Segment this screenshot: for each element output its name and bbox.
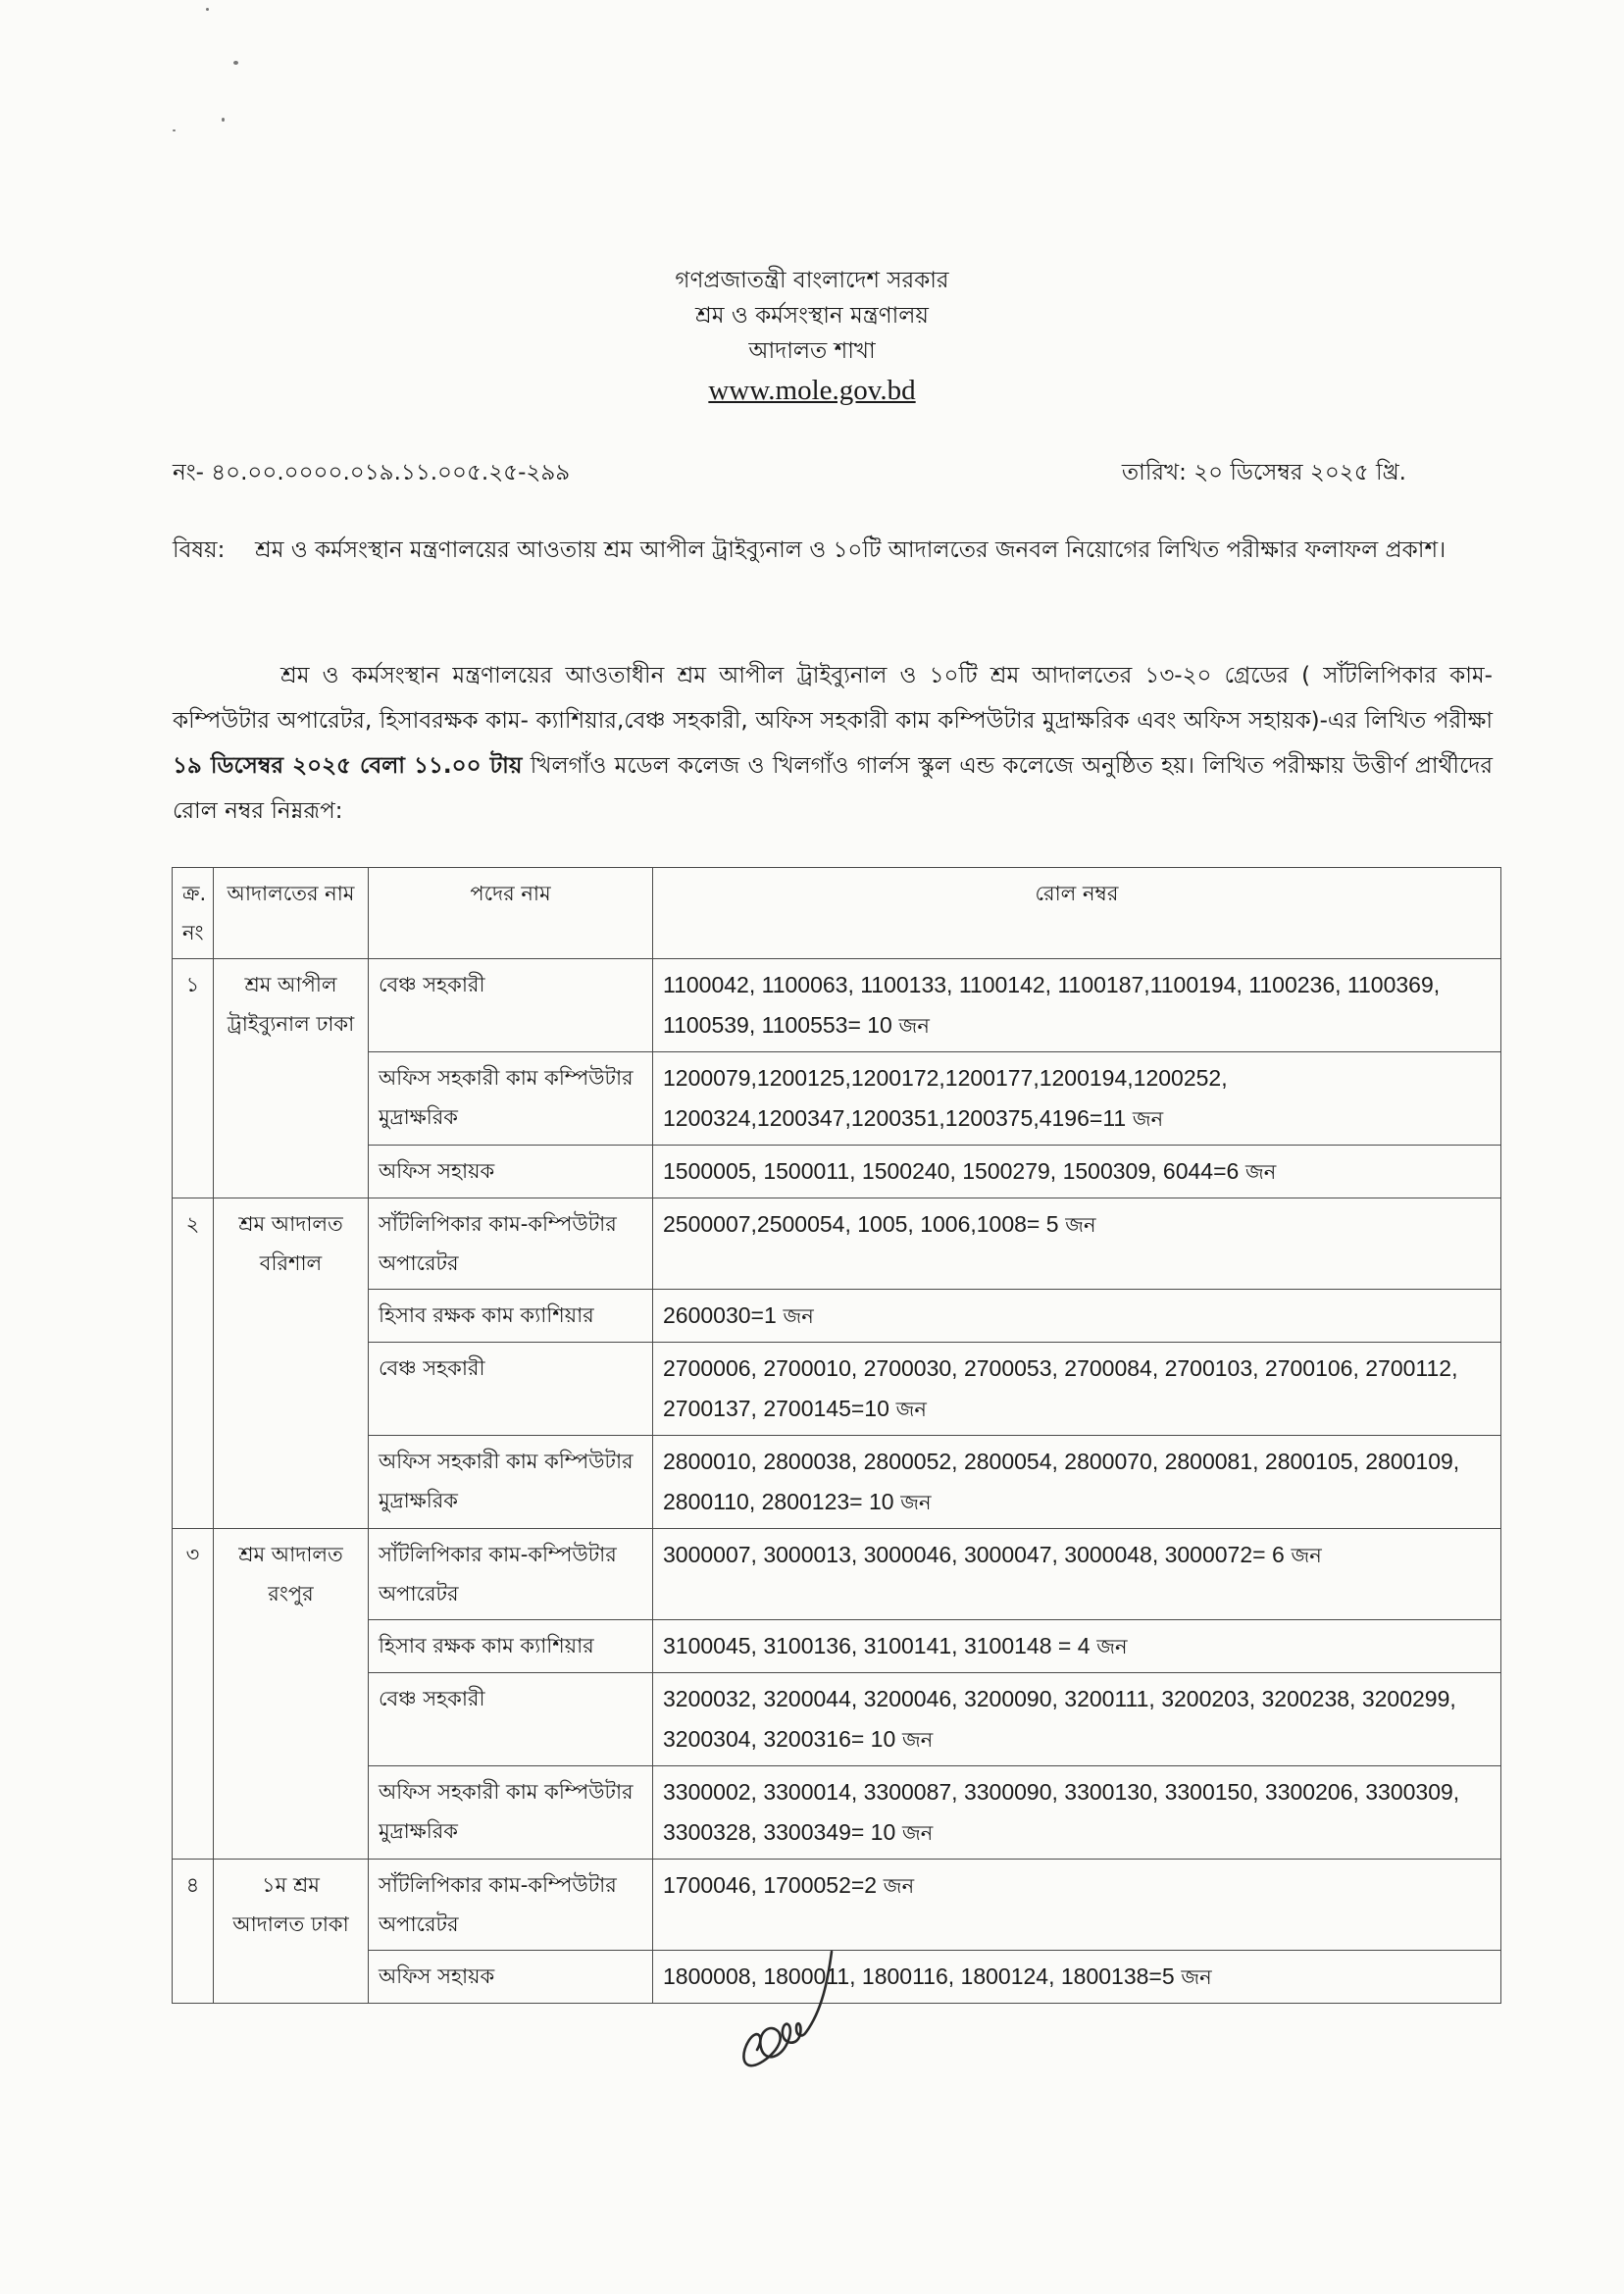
serial-cell: ১ bbox=[173, 959, 214, 1198]
table-row bbox=[173, 1436, 1501, 1529]
table-row bbox=[173, 1673, 1501, 1766]
government-name: গণপ্রজাতন্ত্রী বাংলাদেশ সরকার bbox=[675, 268, 949, 293]
scan-speck bbox=[233, 61, 238, 65]
count-unit: জন bbox=[1244, 1160, 1277, 1184]
roll-numbers-cell bbox=[653, 1860, 1501, 1951]
table-header-row bbox=[173, 868, 1501, 959]
post-name-cell: অফিস সহায়ক bbox=[369, 1951, 653, 2004]
roll-numbers: 2700006, 2700010, 2700030, 2700053, 2700084, 2700103, 2700106, 2700112, 2700137, 2700145=10 bbox=[663, 1355, 1458, 1421]
roll-numbers: 1200079,1200125,1200172,1200177,1200194,1200252, 1200324,1200347,1200351,1200375,4196=11 bbox=[663, 1065, 1228, 1131]
roll-numbers-cell bbox=[653, 1343, 1501, 1436]
table-row bbox=[173, 1290, 1501, 1343]
table-row bbox=[173, 1146, 1501, 1198]
post-name-cell: সাঁটলিপিকার কাম-কম্পিউটার অপারেটর bbox=[369, 1529, 653, 1620]
header-post: পদের নাম bbox=[369, 868, 653, 959]
letterhead bbox=[0, 263, 1624, 410]
roll-numbers: 3000007, 3000013, 3000046, 3000047, 3000048, 3000072= 6 bbox=[663, 1542, 1285, 1567]
serial-cell: ২ bbox=[173, 1198, 214, 1529]
court-name-cell: শ্রম আপীল ট্রাইব্যুনাল ঢাকা bbox=[214, 959, 369, 1198]
roll-numbers: 2600030=1 bbox=[663, 1302, 777, 1328]
roll-numbers-cell bbox=[653, 959, 1501, 1052]
post-name-cell: বেঞ্চ সহকারী bbox=[369, 1673, 653, 1766]
table-row bbox=[173, 1052, 1501, 1146]
post-name-cell: হিসাব রক্ষক কাম ক্যাশিয়ার bbox=[369, 1290, 653, 1343]
memo-number: নং- ৪০.০০.০০০০.০১৯.১১.০০৫.২৫-২৯৯ bbox=[173, 460, 571, 485]
table-row bbox=[173, 1529, 1501, 1620]
table-row bbox=[173, 1766, 1501, 1860]
roll-numbers-cell bbox=[653, 1052, 1501, 1146]
ministry-name: শ্রম ও কর্মসংস্থান মন্ত্রণালয় bbox=[695, 303, 929, 329]
scan-speck bbox=[222, 118, 225, 122]
roll-numbers: 2500007,2500054, 1005, 1006,1008= 5 bbox=[663, 1211, 1059, 1237]
scan-speck bbox=[173, 129, 176, 131]
roll-numbers: 3100045, 3100136, 3100141, 3100148 = 4 bbox=[663, 1633, 1091, 1658]
exam-date-time: ১৯ ডিসেম্বর ২০২৫ বেলা ১১.০০ টায় bbox=[173, 753, 523, 779]
roll-numbers-cell bbox=[653, 1290, 1501, 1343]
body-text-part2: খিলগাঁও মডেল কলেজ ও খিলগাঁও গার্লস স্কুল এন্ড কলেজে অনুষ্ঠিত হয়। লিখিত পরীক্ষায় উত্তীর্ণ প্রার্থীদের রোল নম্বর নিম্নরূপ: bbox=[173, 753, 1493, 824]
court-name-cell: ১ম শ্রম আদালত ঢাকা bbox=[214, 1860, 369, 2004]
table-row bbox=[173, 959, 1501, 1052]
table-row bbox=[173, 1343, 1501, 1436]
post-name-cell: হিসাব রক্ষক কাম ক্যাশিয়ার bbox=[369, 1620, 653, 1673]
roll-numbers: 1700046, 1700052=2 bbox=[663, 1872, 878, 1898]
roll-numbers-cell bbox=[653, 1198, 1501, 1290]
post-name-cell: বেঞ্চ সহকারী bbox=[369, 1343, 653, 1436]
subject-label: বিষয়: bbox=[173, 537, 226, 563]
count-unit: জন bbox=[883, 1874, 915, 1898]
roll-numbers: 3200032, 3200044, 3200046, 3200090, 3200111, 3200203, 3200238, 3200299, 3200304, 3200316= 10 bbox=[663, 1686, 1456, 1752]
table-row bbox=[173, 1198, 1501, 1290]
serial-cell: ৩ bbox=[173, 1529, 214, 1860]
count-unit: জন bbox=[1065, 1213, 1096, 1237]
table-row bbox=[173, 1620, 1501, 1673]
post-name-cell: সাঁটলিপিকার কাম-কম্পিউটার অপারেটর bbox=[369, 1198, 653, 1290]
count-unit: জন bbox=[1132, 1107, 1164, 1131]
roll-numbers-cell bbox=[653, 1766, 1501, 1860]
count-unit: জন bbox=[898, 1014, 930, 1038]
roll-numbers: 3300002, 3300014, 3300087, 3300090, 3300130, 3300150, 3300206, 3300309, 3300328, 3300349= 10 bbox=[663, 1779, 1460, 1845]
website-link[interactable]: www.mole.gov.bd bbox=[708, 375, 916, 406]
header-court: আদালতের নাম bbox=[214, 868, 369, 959]
post-name-cell: সাঁটলিপিকার কাম-কম্পিউটার অপারেটর bbox=[369, 1860, 653, 1951]
roll-numbers-cell bbox=[653, 1146, 1501, 1198]
court-name-cell: শ্রম আদালত বরিশাল bbox=[214, 1198, 369, 1529]
roll-numbers-cell bbox=[653, 1673, 1501, 1766]
count-unit: জন bbox=[901, 1821, 934, 1845]
body-paragraph bbox=[173, 653, 1493, 834]
roll-numbers: 1800008, 1800011, 1800116, 1800124, 1800138=5 bbox=[663, 1963, 1175, 1989]
memo-date: তারিখ: ২০ ডিসেম্বর ২০২৫ খ্রি. bbox=[1121, 460, 1406, 485]
header-roll: রোল নম্বর bbox=[653, 868, 1501, 959]
post-name-cell: অফিস সহকারী কাম কম্পিউটার মুদ্রাক্ষরিক bbox=[369, 1436, 653, 1529]
serial-cell: ৪ bbox=[173, 1860, 214, 2004]
subject-text: শ্রম ও কর্মসংস্থান মন্ত্রণালয়ের আওতায় শ্রম আপীল ট্রাইব্যুনাল ও ১০টি আদালতের জনবল নিয়োগের লিখিত পরীক্ষার ফলাফল প্রকাশ। bbox=[255, 537, 1446, 563]
signature bbox=[706, 1942, 883, 2089]
subject-block bbox=[173, 530, 1493, 571]
roll-numbers: 1100042, 1100063, 1100133, 1100142, 1100187,1100194, 1100236, 1100369, 1100539, 1100553= 10 bbox=[663, 972, 1441, 1038]
count-unit: জন bbox=[1096, 1635, 1128, 1658]
post-name-cell: অফিস সহায়ক bbox=[369, 1146, 653, 1198]
scan-speck bbox=[206, 8, 209, 11]
roll-numbers-cell bbox=[653, 1436, 1501, 1529]
court-name-cell: শ্রম আদালত রংপুর bbox=[214, 1529, 369, 1860]
post-name-cell: অফিস সহকারী কাম কম্পিউটার মুদ্রাক্ষরিক bbox=[369, 1052, 653, 1146]
results-body bbox=[173, 959, 1501, 2004]
count-unit: জন bbox=[1181, 1965, 1212, 1989]
results-table bbox=[172, 867, 1501, 2004]
count-unit: জন bbox=[900, 1491, 932, 1514]
header-serial: ক্র. নং bbox=[173, 868, 214, 959]
roll-numbers-cell bbox=[653, 1529, 1501, 1620]
post-name-cell: বেঞ্চ সহকারী bbox=[369, 959, 653, 1052]
count-unit: জন bbox=[895, 1398, 927, 1421]
table-row bbox=[173, 1860, 1501, 1951]
roll-numbers: 2800010, 2800038, 2800052, 2800054, 2800070, 2800081, 2800105, 2800109, 2800110, 2800123= 10 bbox=[663, 1449, 1460, 1514]
count-unit: জন bbox=[783, 1304, 814, 1328]
section-name: আদালত শাখা bbox=[748, 338, 876, 364]
roll-numbers: 1500005, 1500011, 1500240, 1500279, 1500309, 6044=6 bbox=[663, 1158, 1240, 1184]
body-text-part1: শ্রম ও কর্মসংস্থান মন্ত্রণালয়ের আওতাধীন শ্রম আপীল ট্রাইব্যুনাল ও ১০টি শ্রম আদালতের ১৩-২০ গ্রেডের ( সাঁটলিপিকার কাম-কম্পিউটার অপারেটর, হিসাবরক্ষক কাম- ক্যাশিয়ার,বেঞ্চ সহকারী, অফিস সহকারী কাম কম্পিউটার মুদ্রাক্ষরিক এবং অফিস সহায়ক)-এর লিখিত পরীক্ষা bbox=[173, 663, 1493, 734]
roll-numbers-cell bbox=[653, 1620, 1501, 1673]
post-name-cell: অফিস সহকারী কাম কম্পিউটার মুদ্রাক্ষরিক bbox=[369, 1766, 653, 1860]
count-unit: জন bbox=[901, 1728, 934, 1752]
count-unit: জন bbox=[1291, 1544, 1322, 1567]
